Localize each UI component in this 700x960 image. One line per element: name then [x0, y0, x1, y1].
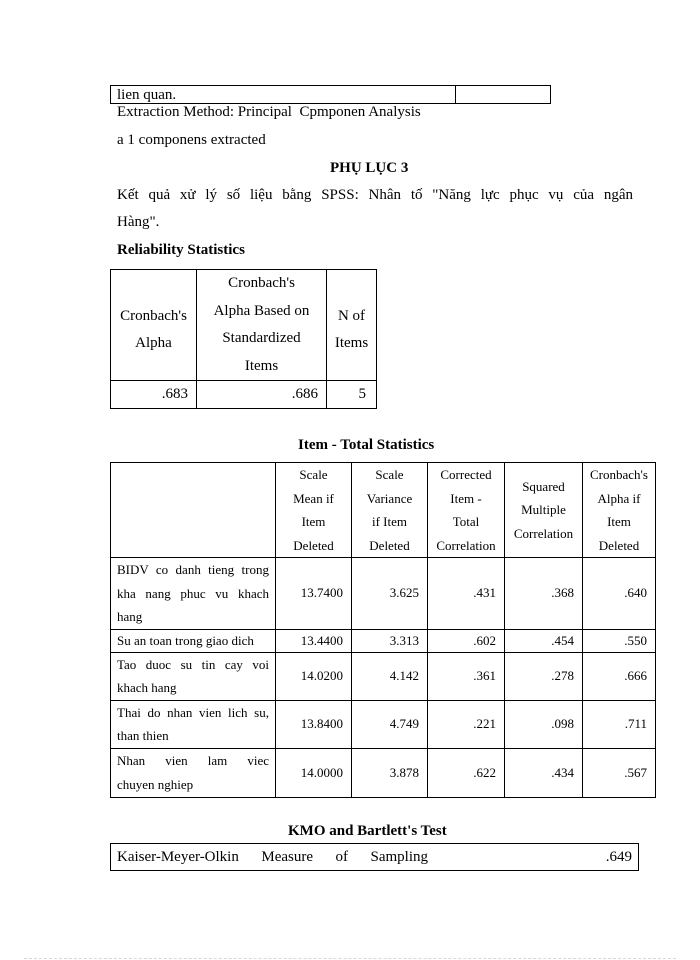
- reliability-title: Reliability Statistics: [117, 242, 245, 258]
- cell-alpha-deleted: .550: [583, 629, 656, 652]
- row-label: Su an toan trong giao dich: [111, 629, 276, 652]
- kmo-title: KMO and Bartlett's Test: [288, 823, 447, 839]
- row-label: Tao duoc su tin cay voi khach hang: [111, 652, 276, 700]
- rel-header-alpha: Cronbach's Alpha: [111, 270, 197, 381]
- row-label: Nhan vien lam viec chuyen nghiep: [111, 748, 276, 797]
- components-note: a 1 componens extracted: [117, 132, 266, 148]
- table-row: [111, 652, 656, 700]
- cell-corrected: .221: [428, 700, 505, 748]
- cell-squared: .278: [505, 652, 583, 700]
- cell-squared: .434: [505, 748, 583, 797]
- cell-alpha-deleted: .711: [583, 700, 656, 748]
- top-cell-text: lien quan.: [111, 86, 456, 104]
- rel-value-n-items: 5: [327, 381, 377, 409]
- cell-variance: 3.878: [352, 748, 428, 797]
- intro-line-2: Hàng".: [117, 214, 160, 230]
- it-header-mean: Scale Mean if Item Deleted: [276, 463, 352, 558]
- top-cell-empty: [456, 86, 551, 104]
- cell-mean: 13.4400: [276, 629, 352, 652]
- cell-corrected: .622: [428, 748, 505, 797]
- rel-value-standardized: .686: [197, 381, 327, 409]
- cell-corrected: .602: [428, 629, 505, 652]
- cell-variance: 4.749: [352, 700, 428, 748]
- cell-alpha-deleted: .567: [583, 748, 656, 797]
- cell-squared: .098: [505, 700, 583, 748]
- appendix-title: PHỤ LỤC 3: [330, 160, 409, 176]
- cell-mean: 13.7400: [276, 558, 352, 630]
- table-row: [111, 748, 656, 797]
- top-table: [110, 85, 551, 104]
- cell-squared: .454: [505, 629, 583, 652]
- cell-alpha-deleted: .640: [583, 558, 656, 630]
- item-total-header-row: [111, 463, 656, 558]
- cell-variance: 4.142: [352, 652, 428, 700]
- cell-mean: 14.0200: [276, 652, 352, 700]
- intro-line-1: Kết quả xử lý số liệu bằng SPSS: Nhân tố "Năng lực phục vụ của ngân: [117, 187, 633, 203]
- reliability-table: [110, 269, 377, 409]
- cell-squared: .368: [505, 558, 583, 630]
- kmo-value: .649: [552, 844, 639, 871]
- row-label: BIDV co danh tieng trong kha nang phuc vu khach hang: [111, 558, 276, 630]
- rel-value-alpha: .683: [111, 381, 197, 409]
- kmo-table: [110, 843, 639, 871]
- it-header-variance: Scale Variance if Item Deleted: [352, 463, 428, 558]
- item-total-title: Item - Total Statistics: [298, 437, 435, 453]
- cell-alpha-deleted: .666: [583, 652, 656, 700]
- cell-corrected: .361: [428, 652, 505, 700]
- cell-mean: 13.8400: [276, 700, 352, 748]
- table-row: [111, 558, 656, 630]
- cell-mean: 14.0000: [276, 748, 352, 797]
- extraction-method: Extraction Method: Principal Cpmponen Analysis: [117, 104, 421, 120]
- rel-header-standardized: Cronbach's Alpha Based on Standardized Items: [197, 270, 327, 381]
- page-bottom-divider: [24, 958, 676, 959]
- row-label: Thai do nhan vien lich su, than thien: [111, 700, 276, 748]
- table-row: [111, 629, 656, 652]
- cell-variance: 3.313: [352, 629, 428, 652]
- table-row: [111, 700, 656, 748]
- it-header-squared: Squared Multiple Correlation: [505, 463, 583, 558]
- cell-corrected: .431: [428, 558, 505, 630]
- rel-header-n-items: N of Items: [327, 270, 377, 381]
- item-total-table: [110, 462, 656, 798]
- kmo-label: Kaiser-Meyer-Olkin Measure of Sampling: [111, 844, 553, 871]
- it-header-blank: [111, 463, 276, 558]
- it-header-corrected: Corrected Item - Total Correlation: [428, 463, 505, 558]
- it-header-alpha-deleted: Cronbach's Alpha if Item Deleted: [583, 463, 656, 558]
- cell-variance: 3.625: [352, 558, 428, 630]
